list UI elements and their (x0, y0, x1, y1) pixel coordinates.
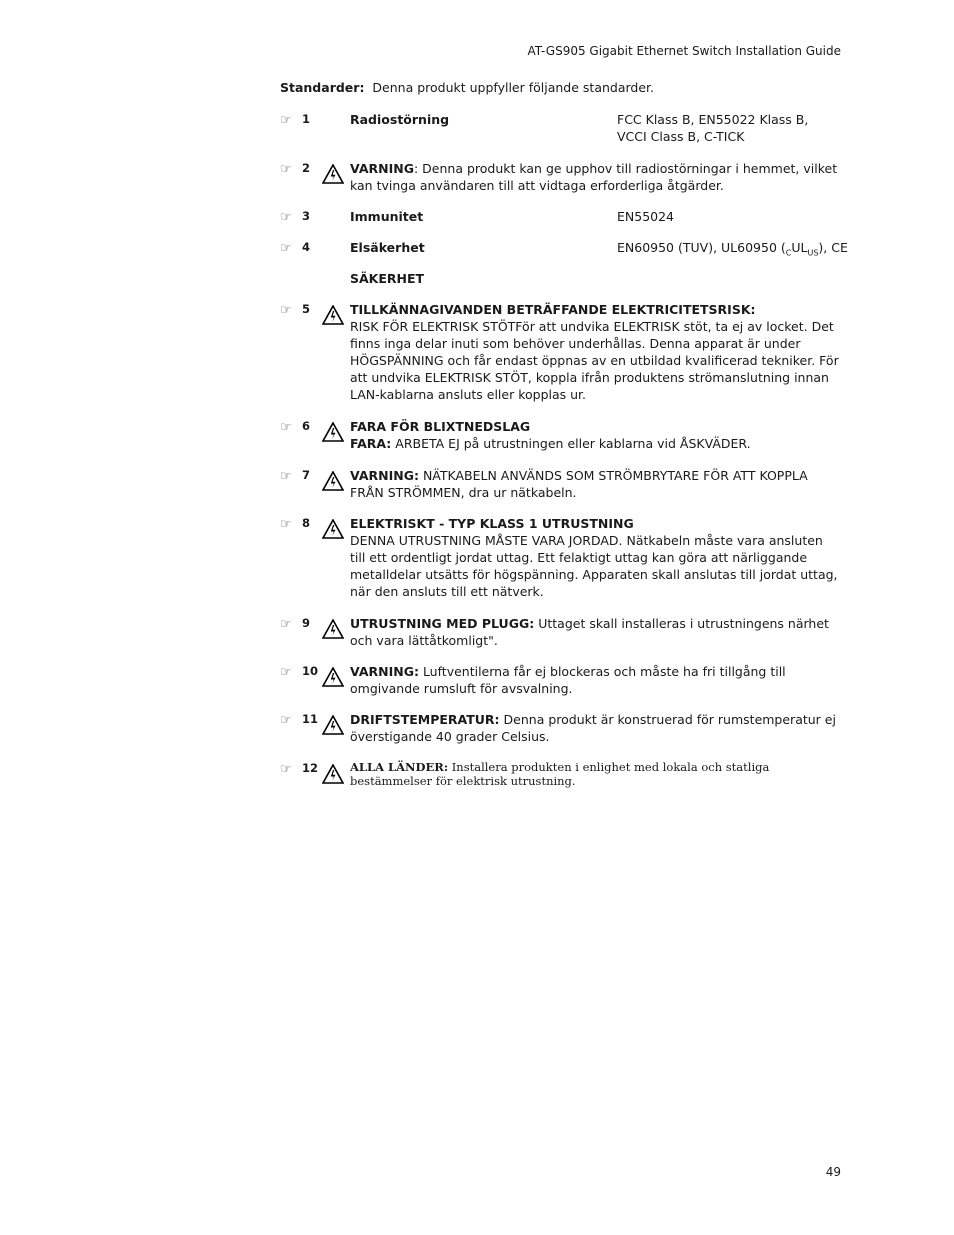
warning-text: VARNING: NÄTKABELN ANVÄNDS SOM STRÖMBRYTARE FÖR ATT KOPPLA FRÅN STRÖMMEN, dra ur nätkabeln. (350, 468, 808, 500)
warning-triangle-icon (322, 422, 344, 442)
standard-value: FCC Klass B, EN55022 Klass B, VCCI Class B, C-TICK (617, 112, 809, 144)
item-number: 2 (302, 161, 311, 175)
warning-row (280, 301, 842, 405)
pointing-hand-icon: ☞ (280, 469, 292, 484)
page-number: 49 (825, 1165, 841, 1179)
warning-text: UTRUSTNING MED PLUGG: Uttaget skall installeras i utrustningens närhet och vara lättåtkomligt". (350, 616, 829, 648)
standard-label: Immunitet (350, 209, 424, 224)
warning-triangle-icon (322, 619, 344, 639)
pointing-hand-icon: ☞ (280, 210, 292, 225)
item-number: 9 (302, 616, 311, 630)
warning-text: ALLA LÄNDER: Installera produkten i enlighet med lokala och statliga bestämmelser för elektrisk utrustning. (350, 760, 770, 788)
item-number: 3 (302, 209, 311, 223)
running-header: AT-GS905 Gigabit Ethernet Switch Installation Guide (527, 44, 841, 58)
pointing-hand-icon: ☞ (280, 665, 292, 680)
standards-intro (280, 80, 654, 95)
pointing-hand-icon: ☞ (280, 617, 292, 632)
warning-triangle-icon (322, 164, 344, 184)
pointing-hand-icon: ☞ (280, 420, 292, 435)
warning-row (280, 515, 842, 601)
standards-label: Standarder: (280, 80, 365, 95)
warning-text: TILLKÄNNAGIVANDEN BETRÄFFANDE ELEKTRICITETSRISK: RISK FÖR ELEKTRISK STÖTFör att undvika ELEKTRISK stöt, ta ej av locket. Det finns inga delar inuti som behöver underhållas. Denna apparat är under HÖGSPÄNNING och får endast öppnas av en utbildad kvalificerad tekniker. För att undvika ELEKTRISK STÖT, koppla ifrån produktens strömanslutning innan LAN-kablarna ansluts eller kopplas ur. (350, 302, 839, 402)
warning-triangle-icon (322, 519, 344, 539)
item-number: 8 (302, 516, 311, 530)
warning-triangle-icon (322, 667, 344, 687)
item-number: 5 (302, 302, 311, 316)
standard-row-radio (280, 111, 842, 147)
pointing-hand-icon: ☞ (280, 762, 292, 777)
item-number: 1 (302, 112, 311, 126)
item-number: 6 (302, 419, 311, 433)
standard-value: EN55024 (617, 209, 675, 224)
item-number: 4 (302, 240, 311, 254)
standards-text: Denna produkt uppfyller följande standarder. (372, 80, 655, 95)
standard-row-electrical-safety (280, 239, 848, 259)
pointing-hand-icon: ☞ (280, 713, 292, 728)
item-number: 11 (302, 712, 319, 726)
warning-row (280, 663, 842, 699)
warning-text: VARNING: Denna produkt kan ge upphov till radiostörningar i hemmet, vilket kan tvinga användaren till att vidtaga erforderliga åtgärder. (350, 161, 838, 193)
warning-row (280, 760, 842, 792)
item-number: 10 (302, 664, 319, 678)
item-number: 7 (302, 468, 311, 482)
standard-value: EN60950 (TUV), UL60950 $(_CUL_{US})$, CE (617, 240, 848, 258)
warning-row (280, 160, 842, 196)
warning-triangle-icon (322, 764, 344, 784)
warning-text: VARNING: Luftventilerna får ej blockeras och måste ha fri tillgång till omgivande rumsluft för avsvalning. (350, 664, 786, 696)
pointing-hand-icon: ☞ (280, 241, 292, 256)
pointing-hand-icon: ☞ (280, 162, 292, 177)
warning-triangle-icon (322, 715, 344, 735)
safety-heading-row (280, 270, 842, 288)
standard-row-immunity (280, 208, 842, 226)
warning-triangle-icon (322, 305, 344, 325)
warning-row (280, 467, 842, 503)
warning-text: ELEKTRISKT - TYP KLASS 1 UTRUSTNING DENNA UTRUSTNING MÅSTE VARA JORDAD. Nätkabeln måste vara ansluten till ett ordentligt jordat uttag. Ett felaktigt uttag kan göra att närliggande metalldelar utsätts för högspänning. Apparaten skall anslutas till jordat uttag, när den ansluts till ett nätverk. (350, 516, 838, 599)
pointing-hand-icon: ☞ (280, 303, 292, 318)
standard-label: Radiostörning (350, 112, 450, 127)
warning-triangle-icon (322, 471, 344, 491)
section-heading: SÄKERHET (350, 271, 425, 286)
warning-row (280, 615, 842, 651)
warning-text: FARA FÖR BLIXTNEDSLAG FARA: ARBETA EJ på utrustningen eller kablarna vid ÅSKVÄDER. (350, 419, 751, 451)
warning-text: DRIFTSTEMPERATUR: Denna produkt är konstruerad för rumstemperatur ej överstigande 40 grader Celsius. (350, 712, 836, 744)
item-number: 12 (302, 761, 319, 775)
standard-label: Elsäkerhet (350, 240, 425, 255)
pointing-hand-icon: ☞ (280, 517, 292, 532)
warning-row (280, 418, 842, 454)
warning-row (280, 711, 842, 747)
pointing-hand-icon: ☞ (280, 113, 292, 128)
